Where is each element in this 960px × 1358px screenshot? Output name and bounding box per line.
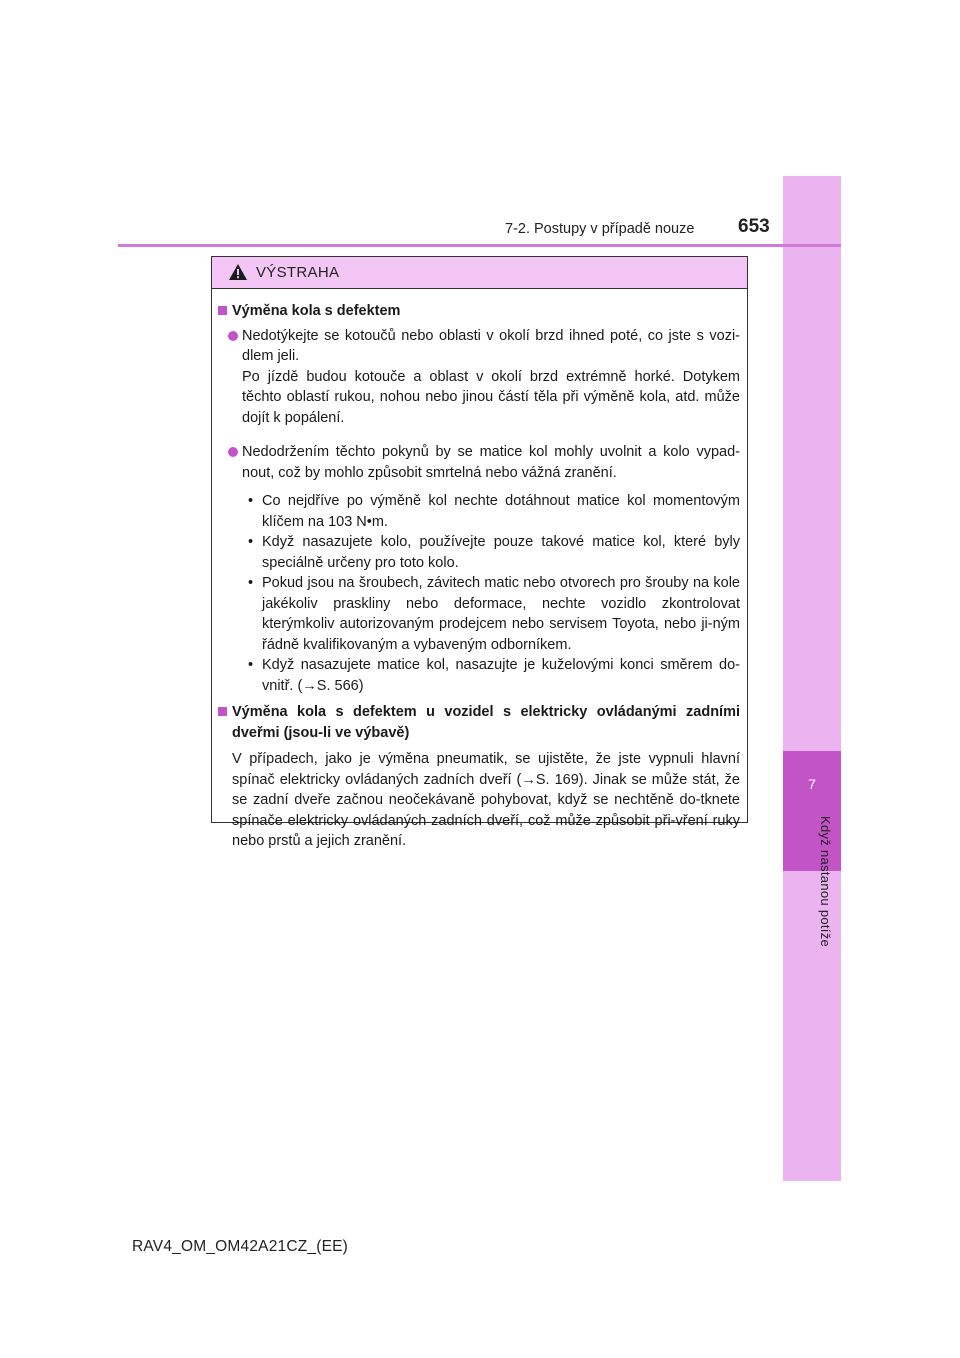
bullet-list bbox=[242, 491, 740, 696]
warning-title: VÝSTRAHA bbox=[256, 264, 340, 281]
list-item-wheel-nuts bbox=[216, 442, 740, 483]
warning-box bbox=[211, 256, 748, 849]
section-heading-flat-tire bbox=[216, 301, 740, 322]
list-item: • Když nasazujete matice kol, nasazujte je kuželovými konci směrem do-vnitř. (→S. 566) bbox=[248, 657, 740, 694]
square-bullet-icon bbox=[218, 306, 227, 315]
warning-triangle-icon bbox=[228, 263, 248, 281]
section-heading-text: Výměna kola s defektem bbox=[232, 303, 401, 319]
paragraph: Nedodržením těchto pokynů by se matice kol mohly uvolnit a kolo vypad-nout, což by mohlo způsobit smrtelná nebo vážná zranění. bbox=[242, 444, 740, 481]
document-code: RAV4_OM_OM42A21CZ_(EE) bbox=[132, 1238, 349, 1255]
list-item: • Co nejdříve po výměně kol nechte dotáhnout matice kol momentovým klíčem na 103 N•m. bbox=[248, 493, 740, 530]
chapter-side-tab bbox=[783, 176, 841, 1181]
warning-body bbox=[212, 289, 747, 852]
section-heading-power-door bbox=[216, 702, 740, 743]
page-number: 653 bbox=[738, 216, 770, 237]
header-section-title: 7-2. Postupy v případě nouze bbox=[505, 221, 695, 237]
chapter-number: 7 bbox=[808, 776, 816, 792]
paragraph: Nedotýkejte se kotoučů nebo oblasti v okolí brzd ihned poté, co jste s vozi-dlem jeli. bbox=[242, 327, 740, 364]
warning-header bbox=[212, 257, 747, 289]
list-item: • Když nasazujete kolo, používejte pouze takové matice kol, které byly speciálně určeny pro toto kolo. bbox=[248, 534, 740, 571]
circle-bullet-icon bbox=[228, 331, 238, 341]
paragraph: V případech, jako je výměna pneumatik, se ujistěte, že jste vypnuli hlavní spínač elektricky ovládaných zadních dveří (→S. 169). Jinak se může stát, že se zadní dveře začnou neočekávaně pohybovat, když se nechtěně do-tknete spínače elektricky ovládaných zadních dveří, což může způsobit při-vření ruky nebo prstů a jejich zranění. bbox=[232, 751, 740, 849]
header-divider bbox=[118, 244, 841, 247]
list-item-brake-heat bbox=[216, 326, 740, 429]
square-bullet-icon bbox=[218, 707, 227, 716]
list-item: • Pokud jsou na šroubech, závitech matic nebo otvorech pro šrouby na kole jakékoliv praskliny nebo deformace, nechte vozidlo zkontrolovat kterýmkoliv autorizovaným prodejcem nebo servisem Toyota, nebo ji-ným řádně kvalifikovaným a vybaveným odborníkem. bbox=[248, 575, 740, 653]
circle-bullet-icon bbox=[228, 447, 238, 457]
section-heading-text: Výměna kola s defektem u vozidel s elektricky ovládanými zadními dveřmi (jsou-li ve výbavě) bbox=[232, 704, 740, 741]
paragraph: Po jízdě budou kotouče a oblast v okolí brzd extrémně horké. Dotykem těchto oblastí rukou, nohou nebo jinou částí těla při výměně kola, atd. může dojít k popálení. bbox=[242, 368, 740, 426]
chapter-title: Když nastanou potíže bbox=[818, 816, 833, 948]
